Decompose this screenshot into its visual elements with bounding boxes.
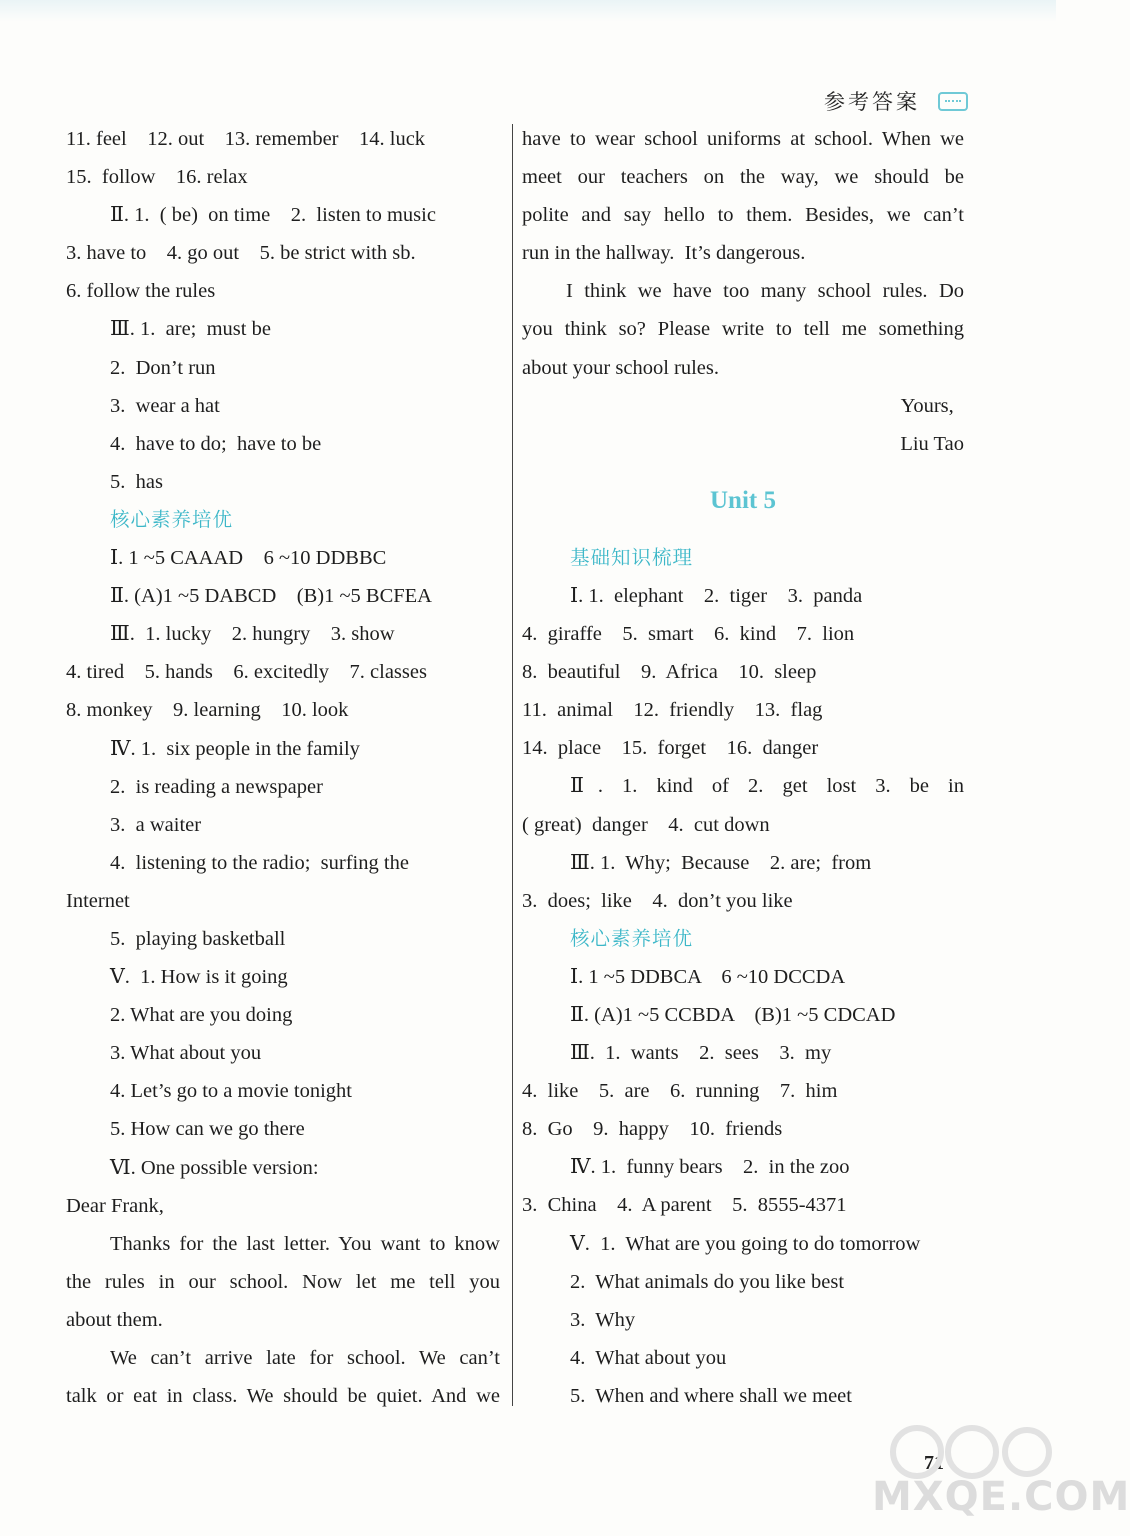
answer-line: Thanks for the last letter. You want to know <box>110 1232 500 1255</box>
answer-line: the rules in our school. Now let me tell you <box>66 1270 500 1293</box>
answer-line: Dear Frank, <box>66 1194 164 1217</box>
answer-line: Ⅱ. (A)1 ~5 CCBDA (B)1 ~5 CDCAD <box>570 1003 896 1026</box>
answer-line: 4. like 5. are 6. running 7. him <box>522 1080 838 1103</box>
answer-line: 4. giraffe 5. smart 6. kind 7. lion <box>522 623 855 646</box>
section-heading: 核心素养培优 <box>570 926 694 950</box>
answer-line: Ⅰ. 1 ~5 CAAAD 6 ~10 DDBBC <box>110 547 387 570</box>
answer-line: Ⅱ. 1. ( be) on time 2. listen to music <box>110 204 436 227</box>
page-header <box>824 86 968 116</box>
answer-line: 4. What about you <box>570 1346 727 1369</box>
answer-line: 11. animal 12. friendly 13. flag <box>522 699 823 722</box>
answer-line: 14. place 15. forget 16. danger <box>522 737 819 760</box>
header-title: 参考答案 <box>824 90 920 114</box>
answer-line: Ⅰ. 1. elephant 2. tiger 3. panda <box>570 584 863 607</box>
answer-line: have to wear school uniforms at school. When we <box>522 128 964 150</box>
watermark-logo <box>872 1424 1130 1530</box>
answer-line: Ⅲ. 1. wants 2. sees 3. my <box>570 1042 832 1065</box>
column-divider <box>512 124 513 1406</box>
answer-line: 8. beautiful 9. Africa 10. sleep <box>522 661 817 684</box>
answer-line: 3. have to 4. go out 5. be strict with sb. <box>66 242 416 265</box>
answer-line: Ⅵ. One possible version: <box>110 1156 319 1179</box>
answer-line: 11. feel 12. out 13. remember 14. luck <box>66 128 426 150</box>
answer-line: Ⅴ. 1. How is it going <box>110 966 288 989</box>
answer-line: 4. have to do; have to be <box>110 432 322 455</box>
watermark-icon <box>872 1424 1052 1480</box>
answer-line: 3. wear a hat <box>110 394 220 417</box>
answer-line: Ⅲ. 1. lucky 2. hungry 3. show <box>110 623 395 646</box>
book-icon <box>938 92 968 111</box>
answer-line: We can’t arrive late for school. We can’t <box>110 1347 500 1369</box>
answer-line: 3. Why <box>570 1308 636 1331</box>
answer-line: 4. tired 5. hands 6. excitedly 7. classes <box>66 661 427 684</box>
answer-line: Liu Tao <box>900 432 964 455</box>
answer-line: about your school rules. <box>522 356 719 379</box>
section-heading: 基础知识梳理 <box>570 545 694 569</box>
answer-line: 3. China 4. A parent 5. 8555-4371 <box>522 1194 847 1217</box>
answer-line: ( great) danger 4. cut down <box>522 813 770 836</box>
answer-line: 2. is reading a newspaper <box>110 775 323 798</box>
unit-title: Unit 5 <box>710 486 776 514</box>
answer-line: 4. listening to the radio; surfing the <box>110 851 409 874</box>
answer-line: 3. does; like 4. don’t you like <box>522 889 793 912</box>
answer-line: about them. <box>66 1308 163 1331</box>
answer-line: run in the hallway. It’s dangerous. <box>522 242 806 265</box>
answer-line: Internet <box>66 889 130 912</box>
answer-line: 2. What are you doing <box>110 1004 293 1027</box>
answer-line: Ⅳ. 1. six people in the family <box>110 737 360 760</box>
answer-line: Ⅲ. 1. are; must be <box>110 318 271 341</box>
answer-line: 8. Go 9. happy 10. friends <box>522 1118 783 1141</box>
answer-line: Ⅲ. 1. Why; Because 2. are; from <box>570 851 872 874</box>
answer-line: meet our teachers on the way, we should be <box>522 166 964 189</box>
answer-line: Ⅴ. 1. What are you going to do tomorrow <box>570 1232 921 1255</box>
answer-line: 5. When and where shall we meet <box>570 1384 852 1407</box>
watermark-text: MXQE.COM <box>872 1474 1130 1520</box>
answer-line: 4. Let’s go to a movie tonight <box>110 1080 352 1103</box>
answer-line: 2. Don’t run <box>110 356 216 379</box>
answer-line: Ⅰ. 1 ~5 DDBCA 6 ~10 DCCDA <box>570 965 846 988</box>
answer-line: 5. playing basketball <box>110 927 286 950</box>
answer-line: 8. monkey 9. learning 10. look <box>66 699 349 722</box>
answer-line: I think we have too many school rules. Do <box>566 280 964 303</box>
answer-line: 2. What animals do you like best <box>570 1270 845 1293</box>
left-column <box>66 120 500 1415</box>
answer-line: Ⅳ. 1. funny bears 2. in the zoo <box>570 1156 850 1179</box>
answer-line: talk or eat in class. We should be quiet. And we <box>66 1385 500 1408</box>
answer-line: Ⅱ. (A)1 ~5 DABCD (B)1 ~5 BCFEA <box>110 585 432 608</box>
top-decorative-strip <box>0 0 1056 22</box>
page-number: 71 <box>924 1452 944 1474</box>
answer-line: Yours, <box>900 394 964 417</box>
answer-line: polite and say hello to them. Besides, we can’t <box>522 204 964 227</box>
section-heading: 核心素养培优 <box>110 507 234 531</box>
answer-line: 3. a waiter <box>110 813 202 836</box>
right-column <box>522 120 964 1415</box>
answer-line: 5. has <box>110 470 163 493</box>
answer-line: 3. What about you <box>110 1042 262 1065</box>
answer-line: 15. follow 16. relax <box>66 166 248 189</box>
answer-line: you think so? Please write to tell me something <box>522 318 964 341</box>
answer-line: Ⅱ. 1. kind of 2. get lost 3. be in <box>570 775 964 798</box>
answer-line: 5. How can we go there <box>110 1118 305 1141</box>
answer-line: 6. follow the rules <box>66 280 216 303</box>
